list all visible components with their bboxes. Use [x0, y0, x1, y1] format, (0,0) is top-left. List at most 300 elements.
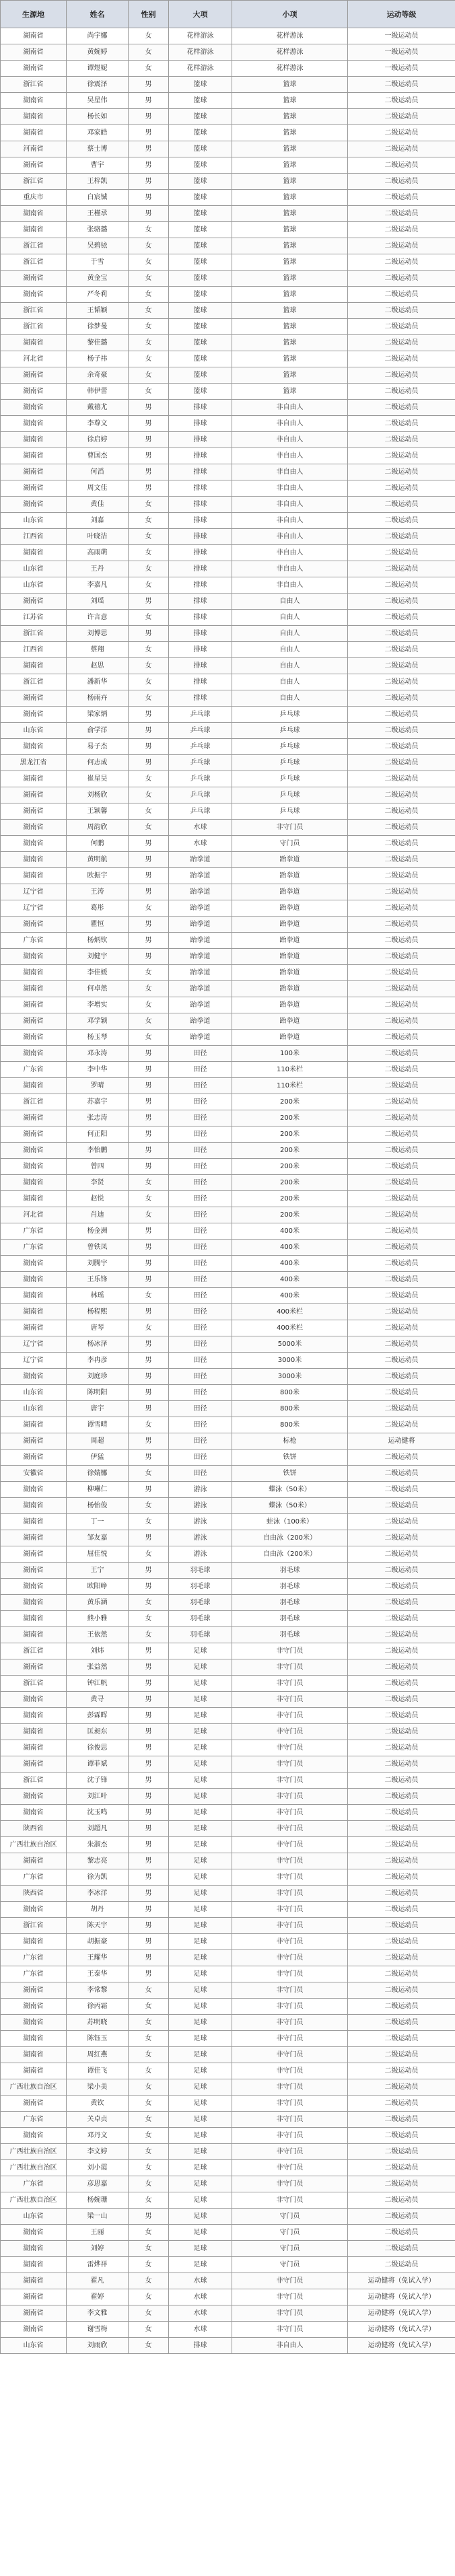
cell-event: 400米 [232, 1223, 348, 1240]
cell-sport: 排球 [169, 432, 232, 448]
cell-origin: 广东省 [1, 1869, 67, 1886]
cell-event: 铁饼 [232, 1466, 348, 1482]
cell-name: 陈明阳 [67, 1385, 129, 1401]
table-row [1, 997, 455, 1013]
table-row [1, 884, 455, 900]
cell-name: 李冉彦 [67, 1353, 129, 1369]
cell-origin: 湖南省 [1, 545, 67, 561]
cell-origin: 湖南省 [1, 335, 67, 351]
cell-level: 二级运动员 [348, 1821, 455, 1837]
cell-sport: 足球 [169, 1740, 232, 1756]
cell-name: 何鹏 [67, 836, 129, 852]
cell-level: 二级运动员 [348, 497, 455, 513]
cell-gender: 男 [129, 1401, 169, 1417]
cell-origin: 湖南省 [1, 367, 67, 384]
table-row [1, 303, 455, 319]
cell-event: 非守门员 [232, 1643, 348, 1659]
cell-gender: 女 [129, 319, 169, 335]
table-row [1, 497, 455, 513]
cell-level: 二级运动员 [348, 1013, 455, 1030]
cell-event: 非守门员 [232, 1950, 348, 1966]
table-row [1, 2241, 455, 2257]
cell-origin: 湖南省 [1, 707, 67, 723]
cell-event: 篮球 [232, 335, 348, 351]
cell-sport: 羽毛球 [169, 1595, 232, 1611]
cell-level: 二级运动员 [348, 190, 455, 206]
cell-gender: 女 [129, 1207, 169, 1223]
cell-level: 二级运动员 [348, 1724, 455, 1740]
table-row [1, 1482, 455, 1498]
table-row [1, 658, 455, 674]
cell-name: 何卓然 [67, 981, 129, 997]
cell-level: 二级运动员 [348, 2192, 455, 2209]
cell-origin: 湖南省 [1, 125, 67, 141]
cell-gender: 男 [129, 1789, 169, 1805]
table-row [1, 2096, 455, 2112]
cell-sport: 排球 [169, 561, 232, 577]
cell-event: 篮球 [232, 77, 348, 93]
cell-gender: 女 [129, 238, 169, 254]
cell-gender: 男 [129, 1853, 169, 1869]
cell-name: 沈子锋 [67, 1773, 129, 1789]
cell-gender: 男 [129, 1918, 169, 1934]
cell-event: 铁饼 [232, 1450, 348, 1466]
cell-level: 二级运动员 [348, 141, 455, 157]
cell-name: 王韬颖 [67, 303, 129, 319]
cell-origin: 江苏省 [1, 610, 67, 626]
table-row [1, 1886, 455, 1902]
cell-origin: 辽宁省 [1, 884, 67, 900]
cell-sport: 田径 [169, 1433, 232, 1450]
table-row [1, 190, 455, 206]
cell-origin: 湖南省 [1, 1805, 67, 1821]
cell-origin: 湖南省 [1, 1692, 67, 1708]
cell-sport: 排球 [169, 529, 232, 545]
cell-sport: 跆拳道 [169, 981, 232, 997]
cell-origin: 湖南省 [1, 2305, 67, 2322]
cell-level: 二级运动员 [348, 803, 455, 820]
cell-origin: 广东省 [1, 2112, 67, 2128]
cell-origin: 浙江省 [1, 254, 67, 271]
table-row [1, 1773, 455, 1789]
cell-sport: 足球 [169, 2257, 232, 2273]
cell-name: 瞿恒 [67, 917, 129, 933]
cell-level: 二级运动员 [348, 868, 455, 884]
cell-event: 非守门员 [232, 2192, 348, 2209]
table-row [1, 1643, 455, 1659]
cell-origin: 湖南省 [1, 1450, 67, 1466]
cell-level: 二级运动员 [348, 836, 455, 852]
table-row [1, 610, 455, 626]
cell-sport: 花样游泳 [169, 44, 232, 61]
cell-origin: 湖南省 [1, 1724, 67, 1740]
table-row [1, 1320, 455, 1336]
cell-origin: 湖南省 [1, 1530, 67, 1546]
cell-event: 非守门员 [232, 2176, 348, 2192]
cell-name: 谢雪梅 [67, 2322, 129, 2338]
cell-gender: 男 [129, 125, 169, 141]
table-row [1, 351, 455, 367]
cell-gender: 男 [129, 1773, 169, 1789]
table-row [1, 1789, 455, 1805]
table-row [1, 1240, 455, 1256]
cell-sport: 排球 [169, 513, 232, 529]
cell-sport: 田径 [169, 1320, 232, 1336]
cell-sport: 足球 [169, 2128, 232, 2144]
table-row [1, 1336, 455, 1353]
cell-event: 跆拳道 [232, 884, 348, 900]
cell-level: 二级运动员 [348, 1999, 455, 2015]
cell-origin: 湖南省 [1, 1902, 67, 1918]
cell-event: 自由人 [232, 658, 348, 674]
cell-event: 200米 [232, 1175, 348, 1191]
cell-sport: 排球 [169, 610, 232, 626]
cell-origin: 湖南省 [1, 1579, 67, 1595]
cell-sport: 跆拳道 [169, 997, 232, 1013]
cell-event: 400米 [232, 1272, 348, 1288]
cell-origin: 广东省 [1, 1062, 67, 1078]
cell-name: 王丹 [67, 561, 129, 577]
cell-name: 李文雅 [67, 2305, 129, 2322]
cell-event: 篮球 [232, 174, 348, 190]
cell-origin: 湖南省 [1, 2322, 67, 2338]
cell-event: 非守门员 [232, 1692, 348, 1708]
cell-level: 二级运动员 [348, 1320, 455, 1336]
cell-level: 二级运动员 [348, 1385, 455, 1401]
cell-sport: 排球 [169, 448, 232, 464]
cell-origin: 湖南省 [1, 1708, 67, 1724]
cell-level: 二级运动员 [348, 626, 455, 642]
cell-level: 二级运动员 [348, 1966, 455, 1982]
cell-sport: 田径 [169, 1143, 232, 1159]
cell-name: 谭菲斌 [67, 1756, 129, 1773]
table-row [1, 642, 455, 658]
cell-gender: 男 [129, 1886, 169, 1902]
cell-level: 二级运动员 [348, 1659, 455, 1676]
table-row [1, 77, 455, 93]
cell-event: 羽毛球 [232, 1579, 348, 1595]
cell-name: 王乐锋 [67, 1272, 129, 1288]
cell-event: 蝶泳（50米） [232, 1498, 348, 1514]
cell-origin: 黑龙江省 [1, 755, 67, 771]
cell-sport: 足球 [169, 2079, 232, 2096]
cell-level: 二级运动员 [348, 480, 455, 497]
cell-event: 蛙泳（100米） [232, 1514, 348, 1530]
cell-sport: 篮球 [169, 351, 232, 367]
cell-gender: 男 [129, 206, 169, 222]
cell-level: 二级运动员 [348, 303, 455, 319]
table-row [1, 2160, 455, 2176]
cell-level: 二级运动员 [348, 900, 455, 917]
cell-level: 二级运动员 [348, 997, 455, 1013]
cell-event: 110米栏 [232, 1078, 348, 1094]
cell-origin: 湖南省 [1, 1304, 67, 1320]
cell-gender: 男 [129, 1272, 169, 1288]
cell-gender: 女 [129, 2079, 169, 2096]
cell-gender: 女 [129, 1175, 169, 1191]
cell-sport: 足球 [169, 1869, 232, 1886]
cell-sport: 乒乓球 [169, 723, 232, 739]
cell-sport: 篮球 [169, 157, 232, 174]
cell-origin: 湖南省 [1, 28, 67, 44]
cell-gender: 男 [129, 1966, 169, 1982]
cell-name: 高雨萌 [67, 545, 129, 561]
table-row [1, 384, 455, 400]
cell-event: 篮球 [232, 222, 348, 238]
cell-event: 篮球 [232, 367, 348, 384]
cell-event: 篮球 [232, 93, 348, 109]
cell-origin: 湖南省 [1, 400, 67, 416]
cell-level: 二级运动员 [348, 367, 455, 384]
cell-level: 二级运动员 [348, 125, 455, 141]
cell-level: 二级运动员 [348, 1450, 455, 1466]
cell-sport: 篮球 [169, 254, 232, 271]
cell-name: 王依然 [67, 1627, 129, 1643]
cell-sport: 花样游泳 [169, 28, 232, 44]
cell-origin: 湖南省 [1, 1756, 67, 1773]
cell-name: 钟江帆 [67, 1676, 129, 1692]
cell-sport: 跆拳道 [169, 1013, 232, 1030]
cell-origin: 湖南省 [1, 287, 67, 303]
cell-sport: 足球 [169, 2209, 232, 2225]
cell-name: 杨冰泽 [67, 1336, 129, 1353]
cell-event: 羽毛球 [232, 1563, 348, 1579]
cell-event: 守门员 [232, 2225, 348, 2241]
cell-event: 篮球 [232, 287, 348, 303]
cell-name: 胡振豪 [67, 1934, 129, 1950]
cell-gender: 男 [129, 1256, 169, 1272]
cell-level: 二级运动员 [348, 416, 455, 432]
cell-sport: 跆拳道 [169, 852, 232, 868]
cell-gender: 男 [129, 933, 169, 949]
cell-event: 自由人 [232, 642, 348, 658]
table-row [1, 287, 455, 303]
cell-name: 王颖馨 [67, 803, 129, 820]
cell-origin: 湖南省 [1, 222, 67, 238]
cell-name: 邓学颖 [67, 1013, 129, 1030]
cell-level: 一级运动员 [348, 61, 455, 77]
cell-gender: 男 [129, 1385, 169, 1401]
cell-event: 非自由人 [232, 400, 348, 416]
table-row [1, 1966, 455, 1982]
cell-origin: 浙江省 [1, 303, 67, 319]
cell-gender: 男 [129, 1240, 169, 1256]
table-row [1, 933, 455, 949]
cell-event: 花样游泳 [232, 61, 348, 77]
cell-name: 邓永涛 [67, 1046, 129, 1062]
cell-sport: 跆拳道 [169, 965, 232, 981]
cell-name: 崔星昊 [67, 771, 129, 787]
table-row [1, 771, 455, 787]
cell-level: 二级运动员 [348, 1546, 455, 1563]
header-event: 小项 [232, 1, 348, 28]
cell-name: 刘炜 [67, 1643, 129, 1659]
cell-origin: 重庆市 [1, 190, 67, 206]
cell-origin: 湖南省 [1, 997, 67, 1013]
cell-gender: 女 [129, 1595, 169, 1611]
cell-sport: 田径 [169, 1078, 232, 1094]
cell-origin: 湖南省 [1, 2063, 67, 2079]
cell-level: 二级运动员 [348, 1062, 455, 1078]
table-row [1, 2322, 455, 2338]
cell-name: 彦思嘉 [67, 2176, 129, 2192]
cell-level: 二级运动员 [348, 206, 455, 222]
cell-gender: 女 [129, 2031, 169, 2047]
cell-sport: 排球 [169, 674, 232, 690]
cell-gender: 女 [129, 1982, 169, 1999]
cell-event: 非守门员 [232, 2160, 348, 2176]
cell-name: 何滔 [67, 464, 129, 480]
cell-level: 二级运动员 [348, 1611, 455, 1627]
cell-name: 邓丹文 [67, 2128, 129, 2144]
cell-gender: 男 [129, 852, 169, 868]
cell-gender: 男 [129, 1659, 169, 1676]
cell-name: 吴星伟 [67, 93, 129, 109]
cell-name: 刘雨欣 [67, 2338, 129, 2354]
table-row [1, 965, 455, 981]
cell-event: 跆拳道 [232, 949, 348, 965]
cell-level: 二级运动员 [348, 1837, 455, 1853]
cell-origin: 湖南省 [1, 1143, 67, 1159]
cell-origin: 湖南省 [1, 852, 67, 868]
cell-level: 二级运动员 [348, 1498, 455, 1514]
cell-level: 二级运动员 [348, 1110, 455, 1126]
cell-gender: 男 [129, 1433, 169, 1450]
cell-level: 二级运动员 [348, 1223, 455, 1240]
table-row [1, 1401, 455, 1417]
cell-gender: 女 [129, 981, 169, 997]
cell-gender: 女 [129, 2128, 169, 2144]
cell-level: 二级运动员 [348, 1240, 455, 1256]
cell-gender: 女 [129, 965, 169, 981]
cell-sport: 篮球 [169, 174, 232, 190]
cell-sport: 排球 [169, 464, 232, 480]
cell-gender: 女 [129, 1320, 169, 1336]
cell-gender: 男 [129, 626, 169, 642]
cell-sport: 羽毛球 [169, 1579, 232, 1595]
cell-sport: 足球 [169, 1982, 232, 1999]
cell-gender: 女 [129, 2112, 169, 2128]
cell-level: 二级运动员 [348, 1579, 455, 1595]
table-row [1, 93, 455, 109]
cell-name: 邓家皓 [67, 125, 129, 141]
cell-name: 刘健宇 [67, 949, 129, 965]
table-row [1, 44, 455, 61]
cell-origin: 辽宁省 [1, 900, 67, 917]
cell-event: 200米 [232, 1143, 348, 1159]
header-sport: 大项 [169, 1, 232, 28]
cell-origin: 河北省 [1, 351, 67, 367]
cell-origin: 湖南省 [1, 2257, 67, 2273]
cell-name: 黄寻 [67, 1692, 129, 1708]
cell-gender: 女 [129, 2322, 169, 2338]
cell-gender: 男 [129, 1304, 169, 1320]
cell-sport: 排球 [169, 658, 232, 674]
cell-event: 200米 [232, 1207, 348, 1223]
cell-name: 白宸铖 [67, 190, 129, 206]
cell-gender: 男 [129, 109, 169, 125]
cell-sport: 游泳 [169, 1498, 232, 1514]
cell-level: 二级运动员 [348, 723, 455, 739]
cell-event: 非守门员 [232, 1934, 348, 1950]
cell-sport: 田径 [169, 1272, 232, 1288]
cell-sport: 篮球 [169, 271, 232, 287]
cell-event: 非守门员 [232, 1805, 348, 1821]
cell-level: 二级运动员 [348, 174, 455, 190]
table-row [1, 1030, 455, 1046]
cell-name: 黄佳 [67, 497, 129, 513]
cell-gender: 男 [129, 77, 169, 93]
table-row [1, 1611, 455, 1627]
cell-event: 非自由人 [232, 545, 348, 561]
cell-event: 羽毛球 [232, 1611, 348, 1627]
cell-origin: 浙江省 [1, 1094, 67, 1110]
table-row [1, 594, 455, 610]
table-row [1, 2225, 455, 2241]
table-row [1, 739, 455, 755]
cell-level: 运动健将（免试入学） [348, 2305, 455, 2322]
cell-name: 徐为凯 [67, 1869, 129, 1886]
cell-event: 非自由人 [232, 416, 348, 432]
cell-name: 杨子祎 [67, 351, 129, 367]
table-row [1, 690, 455, 707]
table-row [1, 2063, 455, 2079]
cell-level: 运动健将（免试入学） [348, 2289, 455, 2305]
cell-level: 二级运动员 [348, 2112, 455, 2128]
cell-sport: 游泳 [169, 1514, 232, 1530]
cell-origin: 湖南省 [1, 1514, 67, 1530]
cell-origin: 湖南省 [1, 61, 67, 77]
cell-origin: 浙江省 [1, 1773, 67, 1789]
cell-event: 200米 [232, 1094, 348, 1110]
table-row [1, 1272, 455, 1288]
cell-origin: 湖南省 [1, 2241, 67, 2257]
cell-event: 3000米 [232, 1353, 348, 1369]
cell-gender: 女 [129, 271, 169, 287]
cell-event: 非守门员 [232, 820, 348, 836]
cell-gender: 女 [129, 222, 169, 238]
cell-gender: 女 [129, 771, 169, 787]
cell-origin: 湖南省 [1, 739, 67, 755]
cell-level: 二级运动员 [348, 1692, 455, 1708]
cell-event: 羽毛球 [232, 1627, 348, 1643]
cell-level: 二级运动员 [348, 965, 455, 981]
header-name: 姓名 [67, 1, 129, 28]
cell-event: 自由泳（200米） [232, 1546, 348, 1563]
table-row [1, 900, 455, 917]
cell-gender: 女 [129, 513, 169, 529]
cell-event: 乒乓球 [232, 723, 348, 739]
cell-gender: 女 [129, 2176, 169, 2192]
table-row [1, 61, 455, 77]
cell-name: 俞学洋 [67, 723, 129, 739]
cell-gender: 男 [129, 836, 169, 852]
cell-gender: 男 [129, 157, 169, 174]
cell-event: 非守门员 [232, 1853, 348, 1869]
cell-event: 乒乓球 [232, 771, 348, 787]
cell-name: 曹宇 [67, 157, 129, 174]
cell-origin: 广东省 [1, 2176, 67, 2192]
cell-gender: 女 [129, 2096, 169, 2112]
table-row [1, 803, 455, 820]
cell-gender: 女 [129, 2144, 169, 2160]
table-row [1, 1659, 455, 1676]
cell-name: 谭雪晴 [67, 1417, 129, 1433]
table-row [1, 1207, 455, 1223]
cell-event: 自由泳（200米） [232, 1530, 348, 1546]
table-row [1, 335, 455, 351]
cell-sport: 排球 [169, 690, 232, 707]
